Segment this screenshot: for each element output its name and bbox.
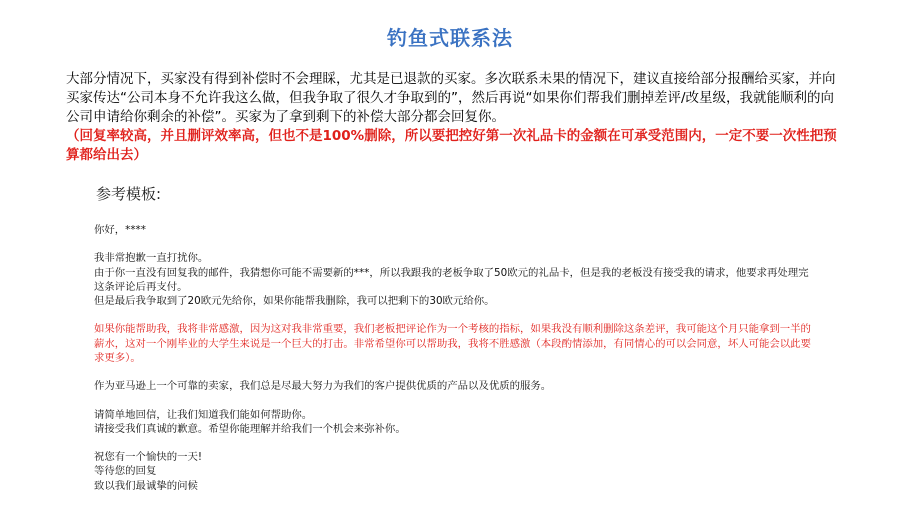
template-red-paragraph: 如果你能帮助我，我将非常感激，因为这对我非常重要，我们老板把评论作为一个考核的指标，如果我没有顺利删除这条差评，我可能这个月只能拿到一半的薪水，这对一个刚毕业的大学生来说是一个巨大的打击。非常希望你可以帮助我，我将不胜感激（本段酌情添加，有同情心的可以会同意，坏人可能会以此要求更多）。	[94, 323, 811, 364]
template-line: 我非常抱歉一直打扰你。	[94, 252, 209, 265]
template-body	[94, 223, 814, 493]
spacer	[94, 393, 814, 407]
spacer	[94, 308, 814, 322]
intro-warning: （回复率较高，并且删评效率高，但也不是100%删除，所以要把控好第一次礼品卡的金额在可承受范围内，一定不要一次性把预算都给出去）	[66, 128, 837, 163]
template-line: 作为亚马逊上一个可靠的卖家，我们总是尽最大努力为我们的客户提供优质的产品以及优质的服务。	[94, 380, 552, 393]
intro-section	[66, 70, 840, 165]
page-title: 钓鱼式联系法	[387, 26, 513, 50]
template-greeting: 你好，****	[94, 224, 146, 236]
template-closing: 致以我们最诚挚的问候	[94, 479, 198, 492]
template-line: 由于你一直没有回复我的邮件，我猜想你可能不需要新的***，所以我跟我的老板争取了50欧元的礼品卡，但是我的老板没有接受我的请求，他要求再处理完这条评论后再支付。	[94, 266, 809, 293]
template-line: 请简单地回信，让我们知道我们能如何帮助你。	[94, 408, 313, 421]
template-closing: 祝您有一个愉快的一天!	[94, 451, 203, 464]
template-line: 但是最后我争取到了20欧元先给你，如果你能帮我删除，我可以把剩下的30欧元给你。	[94, 295, 495, 307]
spacer	[94, 436, 814, 450]
template-closing: 等待您的回复	[94, 465, 157, 478]
template-line: 请接受我们真诚的歉意。希望你能理解并给我们一个机会来弥补你。	[94, 422, 406, 435]
template-heading: 参考模板:	[96, 185, 162, 203]
spacer	[94, 365, 814, 379]
spacer	[94, 237, 814, 251]
intro-paragraph: 大部分情况下，买家没有得到补偿时不会理睬，尤其是已退款的买家。多次联系未果的情况下，建议直接给部分报酬给买家，并向买家传达“公司本身不允许我这么做，但我争取了很久才争取到的”，然后再说“如果你们帮我们删掉差评/改星级，我就能顺利的向公司申请给你剩余的补偿”。买家为了拿到剩下的补偿大部分都会回复你。	[66, 71, 836, 125]
